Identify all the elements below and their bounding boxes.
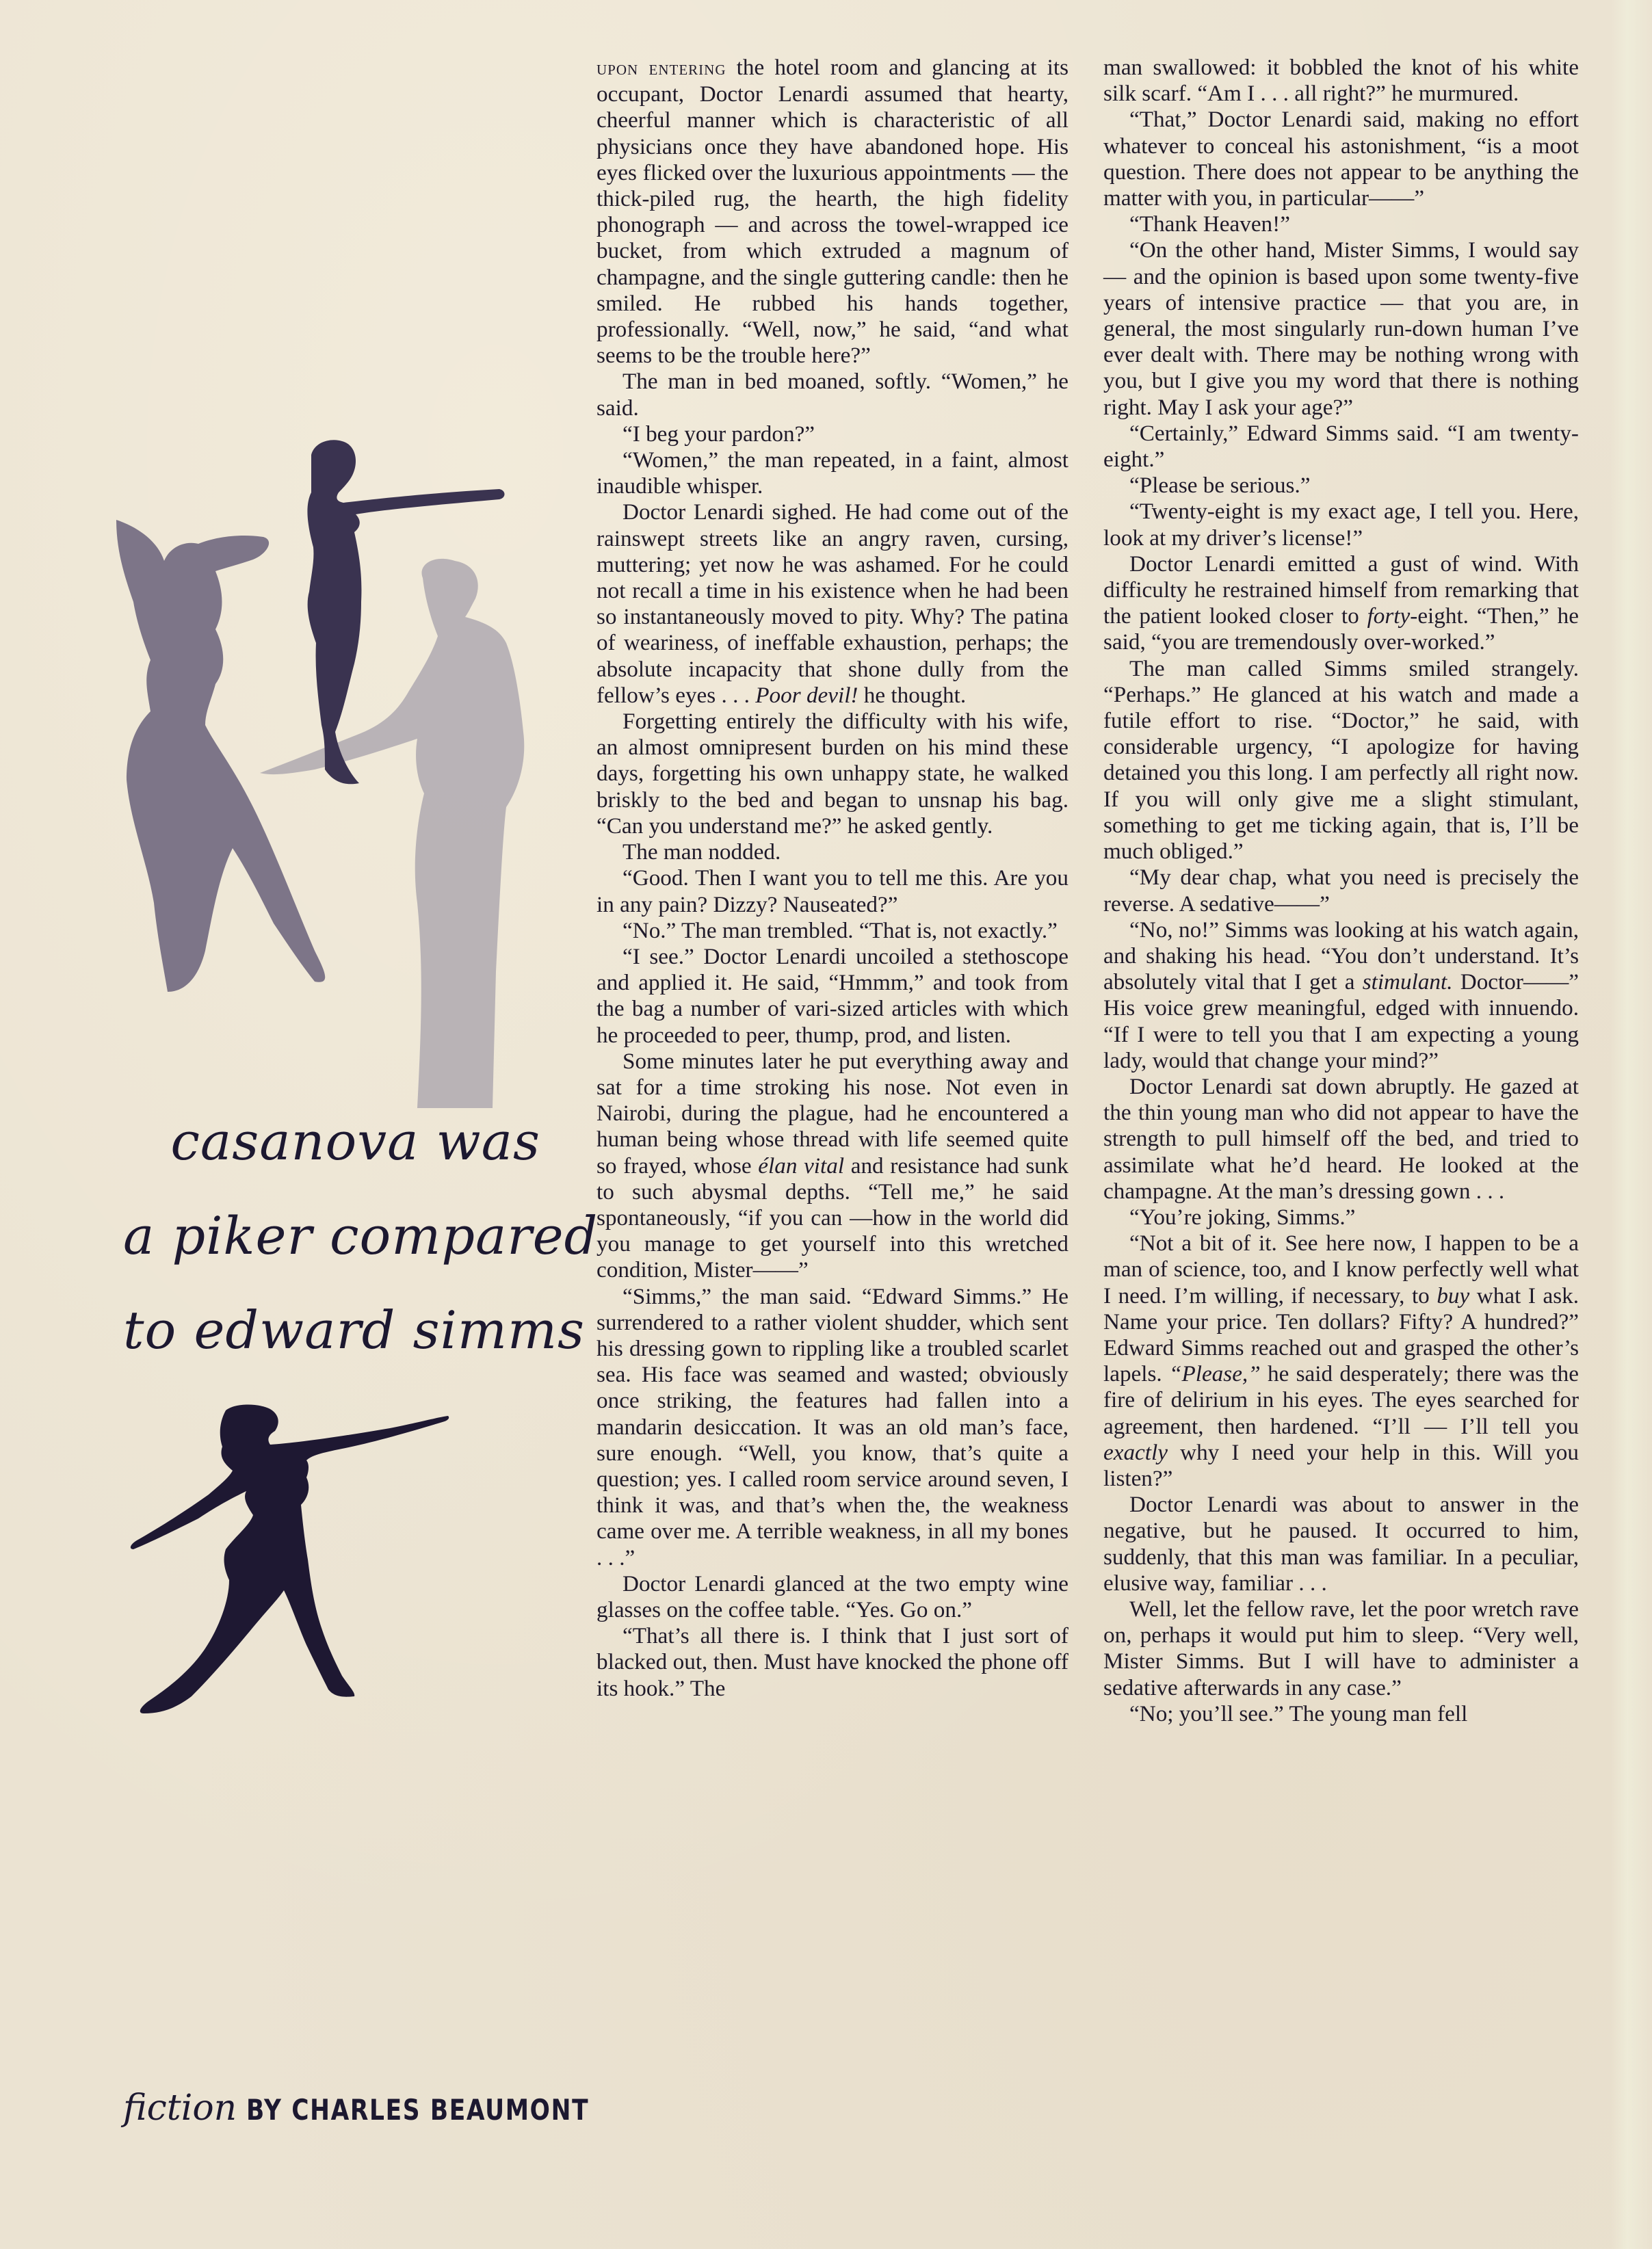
paragraph: “I beg your pardon?” bbox=[622, 421, 815, 447]
title-line-2: a piker compared bbox=[123, 1205, 599, 1266]
illustration-dancing-woman bbox=[116, 1395, 554, 2011]
paragraph: Doctor Lenardi emitted a gust of wind. With difficulty he restrained himself from remarking that the patient looked closer to forty-eight. “Then,” he said, “you are tremendously over-worked.” bbox=[1103, 551, 1579, 655]
paragraph: “That’s all there is. I think that I just sort of blacked out, then. Must have knocked the phone off its hook.” The bbox=[596, 1623, 1068, 1701]
byline bbox=[123, 2088, 664, 2129]
paragraph: man swallowed: it bobbled the knot of his white silk scarf. “Am I . . . all right?” he murmured. bbox=[1103, 55, 1579, 107]
paragraph: “Thank Heaven!” bbox=[1129, 211, 1290, 237]
paragraph: Doctor Lenardi sighed. He had come out of the rainswept streets like an angry raven, cursing, muttering; yet now he was ashamed. For he could not recall a time in his existence when he had been so instantaneously moved to pity. Why? The patina of weariness, of ineffable exhaustion, perhaps; the absolute incapacity that shone dully from the fellow’s eyes . . . Poor devil! he thought. bbox=[596, 499, 1068, 708]
paragraph: “Simms,” the man said. “Edward Simms.” He surrendered to a rather violent shudder, which sent his dressing gown to rippling like a troubled scarlet sea. His face was seamed and wasted; obviously once striking, the features had fallen into a mandarin desiccation. It was an old man’s face, sure enough. “Well, you know, that’s quite a question; yes. I called room service around seven, I think it was, and that’s when the, the weakness came over me. A terrible weakness, in all my bones . . .” bbox=[596, 1283, 1068, 1570]
paragraph: The man nodded. bbox=[622, 839, 781, 865]
paragraph: “I see.” Doctor Lenardi uncoiled a stethoscope and applied it. He said, “Hmmm,” and took from the bag a number of vari-sized articles with which he proceeded to peer, thump, prod, and listen. bbox=[596, 943, 1068, 1048]
illustration-three-women bbox=[96, 424, 561, 1108]
paragraph: “You’re joking, Simms.” bbox=[1129, 1204, 1356, 1230]
section-label: fiction bbox=[123, 2088, 237, 2129]
paragraph: “That,” Doctor Lenardi said, making no effort whatever to conceal his astonishment, “is a moot question. There does not appear to be anything the matter with you, in particular——” bbox=[1103, 107, 1579, 211]
author-name: BY CHARLES BEAUMONT bbox=[246, 2093, 590, 2127]
women-silhouettes-icon bbox=[96, 424, 561, 1108]
page-edge bbox=[1611, 0, 1652, 2249]
text-column-2 bbox=[1103, 55, 1579, 1727]
title-line-1: casanova was bbox=[170, 1111, 540, 1172]
paragraph: “Women,” the man repeated, in a faint, almost inaudible whisper. bbox=[596, 447, 1068, 499]
paragraph: “Not a bit of it. See here now, I happen to be a man of science, too, and I know perfectly well what I need. I’m willing, if necessary, to buy what I ask. Name your price. Ten dollars? Fifty? A hundred?” Edward Simms reached out and grasped the other’s lapels. “Please,” he said desperately; there was the fire of delirium in his eyes. The eyes searched for agreement, then hardened. “I’ll — I’ll tell you exactly why I need your help in this. Will you listen?” bbox=[1103, 1231, 1579, 1491]
paragraph: Forgetting entirely the difficulty with his wife, an almost omnipresent burden on his mind these days, forgetting his own unhappy state, he walked briskly to the bed and began to unsnap his bag. “Can you understand me?” he asked gently. bbox=[596, 709, 1068, 839]
paragraph: Doctor Lenardi glanced at the two empty wine glasses on the coffee table. “Yes. Go on.” bbox=[596, 1570, 1068, 1622]
paragraph: The man called Simms smiled strangely. “Perhaps.” He glanced at his watch and made a futile effort to rise. “Doctor,” he said, with considerable urgency, “I apologize for having detained you this long. I am perfectly all right now. If you will only give me a slight stimulant, something to get me ticking again, that is, I’ll be much obliged.” bbox=[1103, 655, 1579, 865]
paragraph: “Good. Then I want you to tell me this. Are you in any pain? Dizzy? Nauseated?” bbox=[596, 865, 1068, 917]
paragraph: “No, no!” Simms was looking at his watch again, and shaking his head. “You don’t understand. It’s absolutely vital that I get a stimulant. Doctor——” His voice grew meaningful, edged with innuendo. “If I were to tell you that I am expecting a young lady, would that change your mind?” bbox=[1103, 917, 1579, 1073]
paragraph: “On the other hand, Mister Simms, I would say — and the opinion is based upon some twenty-five years of intensive practice — that you are, in general, the most singularly run-down human I’ve ever dealt with. There may be nothing wrong with you, but I give you my word that there is nothing right. May I ask your age?” bbox=[1103, 237, 1579, 420]
dancing-woman-icon bbox=[116, 1395, 554, 2011]
lead-in: upon entering bbox=[596, 57, 726, 79]
story-title bbox=[123, 1094, 599, 1378]
paragraph: “My dear chap, what you need is precisely the reverse. A sedative——” bbox=[1103, 865, 1579, 917]
text-column-1 bbox=[596, 55, 1068, 1702]
paragraph: upon entering the hotel room and glancing at its occupant, Doctor Lenardi assumed that hearty, cheerful manner which is characteristic of all physicians once they have abandoned hope. His eyes flicked over the luxurious appointments — the thick-piled rug, the hearth, the high fidelity phonograph — and across the towel-wrapped ice bucket, from which extruded a magnum of champagne, and the single guttering candle: then he smiled. He rubbed his hands together, professionally. “Well, now,” he said, “and what seems to be the trouble here?” bbox=[596, 55, 1068, 369]
woman-silhouette-dancing bbox=[131, 1405, 449, 1714]
paragraph: “No.” The man trembled. “That is, not exactly.” bbox=[622, 917, 1058, 943]
paragraph: “Please be serious.” bbox=[1129, 473, 1311, 499]
paragraph: Doctor Lenardi was about to answer in the negative, but he paused. It occurred to him, suddenly, that this man was familiar. In a peculiar, elusive way, familiar . . . bbox=[1103, 1492, 1579, 1596]
paragraph: The man in bed moaned, softly. “Women,” he said. bbox=[596, 369, 1068, 421]
paragraph: “No; you’ll see.” The young man fell bbox=[1129, 1700, 1468, 1726]
woman-silhouette-faded-reaching bbox=[260, 559, 524, 1108]
woman-silhouette-arms-raised bbox=[116, 520, 325, 992]
title-line-3: to edward simms bbox=[123, 1300, 586, 1360]
paragraph: “Certainly,” Edward Simms said. “I am twenty-eight.” bbox=[1103, 420, 1579, 473]
paragraph: Doctor Lenardi sat down abruptly. He gazed at the thin young man who did not appear to have the strength to pull himself off the bed, and tried to assimilate what he’d heard. He looked at the champagne. At the man’s dressing gown . . . bbox=[1103, 1073, 1579, 1204]
paragraph: Well, let the fellow rave, let the poor wretch rave on, perhaps it would put him to sleep. “Very well, Mister Simms. But I will have to administer a sedative afterwards in any case.” bbox=[1103, 1596, 1579, 1700]
paragraph: “Twenty-eight is my exact age, I tell you. Here, look at my driver’s license!” bbox=[1103, 499, 1579, 551]
paragraph: Some minutes later he put everything away and sat for a time stroking his nose. Not even in Nairobi, during the plague, had he encountered a human being whose thread with life seemed quite so frayed, whose élan vital and resistance had sunk to such abysmal depths. “Tell me,” he said spontaneously, “if you can —how in the world did you manage to get yourself into this wretched condition, Mister——” bbox=[596, 1048, 1069, 1283]
